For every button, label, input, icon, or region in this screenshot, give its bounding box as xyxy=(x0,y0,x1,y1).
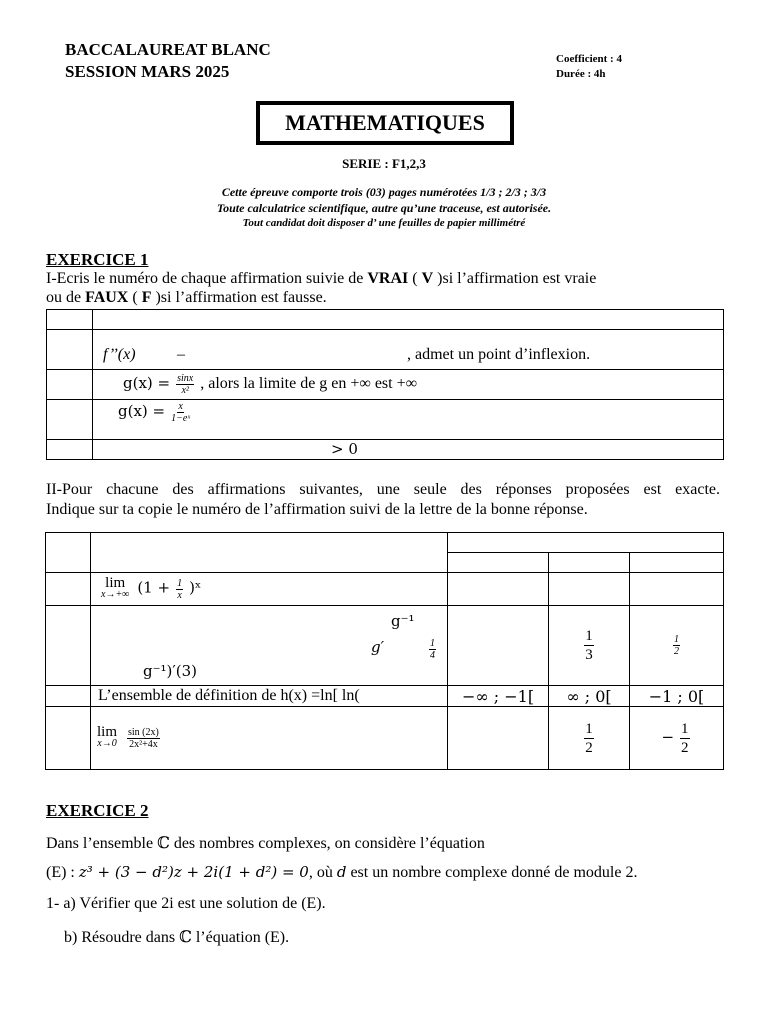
r3-c: −1 ; 0[ xyxy=(630,686,724,707)
coefficient: Coefficient : 4 xyxy=(556,53,622,65)
r2-expr: g⁻¹)′(3) xyxy=(143,662,198,680)
r1-close: )ˣ xyxy=(189,578,202,597)
r2-a-fraction: $\frac{1}{4}$ xyxy=(430,638,435,661)
header-line1: BACCALAUREAT BLANC xyxy=(65,40,271,59)
row2-g: g(x) = xyxy=(123,374,171,393)
table-row xyxy=(46,686,724,707)
r3-text: L’ensemble de définition de h(x) =ln[ ln( xyxy=(98,687,360,704)
ex2-q1b: b) Résoudre dans ℂ l’équation (E). xyxy=(64,929,290,946)
r3-a: −∞ ; −1[ xyxy=(448,686,549,707)
page-title: MATHEMATIQUES xyxy=(256,101,514,145)
r1-limit: lim x→+∞ xyxy=(101,575,130,600)
r1-fraction: $\frac{1}{x}$ xyxy=(177,577,183,601)
exercice-1-title: EXERCICE 1 xyxy=(46,250,149,269)
row1-fsecond: f’’(x) xyxy=(103,346,136,363)
partII-line2: Indique sur ta copie le numéro de l’affirmation suivi de la lettre de la bonne réponse. xyxy=(46,501,588,518)
table-row xyxy=(47,440,724,460)
ex1-intro-line1: I-Ecris le numéro de chaque affirmation suivie de VRAI ( V )si l’affirmation est vraie xyxy=(46,270,597,287)
row2-text: , alors la limite de g en +∞ est +∞ xyxy=(200,375,418,393)
table-row xyxy=(47,310,724,330)
table-row xyxy=(47,330,724,370)
r4-c-sign: − xyxy=(661,727,675,746)
row2-fraction: $\frac{\sin x}{\text{x²}}$ xyxy=(177,373,194,396)
r2-b-fraction: $\frac{1}{3}$ xyxy=(585,628,593,663)
ex2-q1a: 1- a) Vérifier que 2i est une solution de (E). xyxy=(46,895,326,912)
partII-line1: II-Pour chacune des affirmations suivantes, une seule des réponses proposées est exacte. xyxy=(46,481,720,498)
note-pages: Cette épreuve comporte trois (03) pages numérotées 1/3 ; 2/3 ; 3/3 xyxy=(221,185,547,199)
table-row xyxy=(46,533,724,553)
r2-gprime: g′ xyxy=(371,638,385,656)
table-qcm xyxy=(45,532,724,770)
row1-dash: – xyxy=(177,346,185,363)
table-row xyxy=(47,400,724,440)
ex2-equation-line: (E) : z³ + (3 − d²)z + 2i(1 + d²) = 0, où d est un nombre complexe donné de module 2. xyxy=(46,863,638,881)
r3-b: ∞ ; 0[ xyxy=(549,686,630,707)
ex2-line1: Dans l’ensemble ℂ des nombres complexes, on considère l’équation xyxy=(46,835,485,852)
r4-limit: lim x→0 xyxy=(97,724,118,749)
serie: SERIE : F1,2,3 xyxy=(342,156,426,171)
table-row xyxy=(47,370,724,400)
r4-c-fraction: $\frac{1}{2}$ xyxy=(681,720,689,756)
r4-fraction: $\frac{\sin (2x)}{\text{2x²+4x}}$ xyxy=(128,726,159,750)
note-calculator: Toute calculatrice scientifique, autre qu’une traceuse, est autorisée. xyxy=(216,201,552,215)
table-row xyxy=(46,707,724,770)
r2-c-fraction: $\frac{1}{2}$ xyxy=(674,634,679,657)
table-vrai-faux xyxy=(46,309,724,460)
row3-g: g(x) = xyxy=(118,402,166,421)
r4-b-fraction: $\frac{1}{2}$ xyxy=(585,720,593,756)
ex1-intro-line2: ou de FAUX ( F )si l’affirmation est fausse. xyxy=(46,289,327,306)
r2-ginv: g⁻¹ xyxy=(391,612,415,630)
table-row xyxy=(46,606,724,686)
row3-fraction: $\frac{x}{\text{1−eˣ}}$ xyxy=(171,401,191,424)
r1-open: (1 + xyxy=(137,578,171,597)
table-row xyxy=(46,573,724,606)
duree: Durée : 4h xyxy=(556,68,606,80)
header-line2: SESSION MARS 2025 xyxy=(65,62,230,81)
note-paper: Tout candidat doit disposer d’ une feuilles de papier millimétré xyxy=(242,217,526,229)
row4-text: > 0 xyxy=(331,440,358,458)
row1-text: , admet un point d’inflexion. xyxy=(407,346,591,363)
exercice-2-title: EXERCICE 2 xyxy=(46,801,149,820)
